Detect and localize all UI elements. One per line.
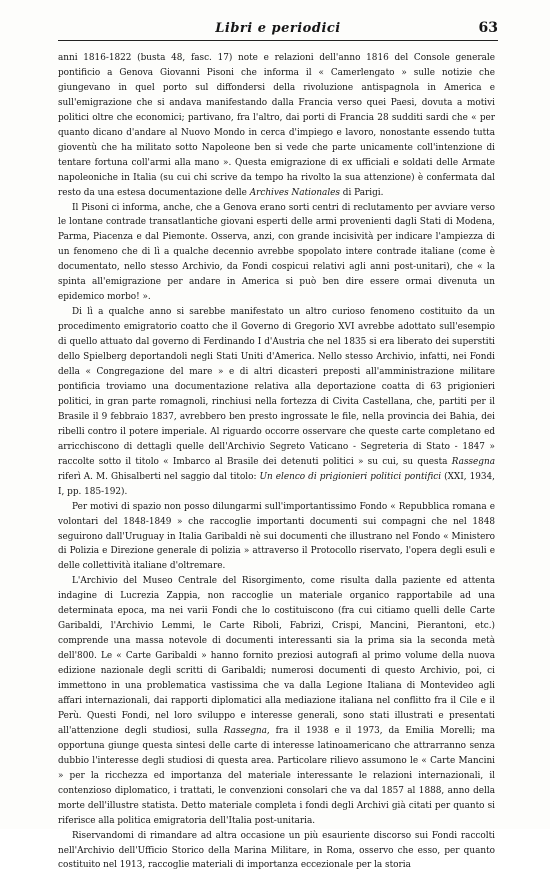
running-head [58,18,498,41]
text-run: (XXI, 1934, I, pp. 185-192). [58,471,495,497]
text-run: anni 1816-1822 (busta 48, fasc. 17) note e relazioni dell'anno 1816 del Console generale pontificio a Genova Giovanni Pisoni che informa il « Camerlengato » sulle notizie che giungevano in quel porto sul diffondersi della rivoluzione antispagnola in America e sull'emigrazione che si andava manifestando dalla Francia verso quei Paesi, dovuta a motivi politici oltre che economici; partivano, fra l'altro, dai porti di Francia 28 sudditi sardi che « per quanto dicano d'andare al Nuovo Mondo in cerca d'impiego e lavoro, nonostante essendo tutta gioventù che ha militato sotto Napoleone ben si vede che parte unicamente coll'intenzione di tentare fortuna coll'armi alla mano ». Questa emigrazione di ex ufficiali e soldati delle Armate napoleoniche in Italia (su cui chi scrive da tempo ha rivolto la sua attenzione) è confermata dal resto da una estesa documentazione delle [58,53,495,198]
body-paragraph [58,305,495,499]
text-run: Il Pisoni ci informa, anche, che a Genova erano sorti centri di reclutamento per avviare verso le lontane contrade transatlantiche giovani esperti delle armi provenienti dagli Stati di Modena, Parma, Piacenza e dal Piemonte. Osserva, anzi, con grande incisività per indicare l'ampiezza di un fenomeno che di lì a qualche decennio avrebbe spopolato intere contrade italiane (come è documentato, nello stesso Archivio, da Fondi cospicui relativi agli anni post-unitari), che « la spinta all'emigrazione per andare in America si può ben dire essere ormai divenuta un epidemico morbo! ». [58,202,495,303]
text-run: L'Archivio del Museo Centrale del Risorgimento, come risulta dalla paziente ed attenta indagine di Lucrezia Zappia, non raccoglie un materiale organico rapportabile ad una determinata epoca, ma nei varii Fondi che lo costituiscono (fra cui citiamo quelli delle Carte Garibaldi, l'Archivio Lemmi, le Carte Riboli, Fabrizi, Crispi, Mancini, Pierantoni, etc.) comprende una massa notevole di documenti interessanti sia la prima sia la seconda metà dell'800. Le « Carte Garibaldi » hanno fornito preziosi autografi al primo volume della nuova edizione nazionale degli scritti di Garibaldi; numerosi documenti di questo Archivio, poi, ci immettono in una problematica vastissima che va dalla Legione Italiana di Montevideo agli affari internazionali, dai rapporti diplomatici alla mediazione italiana nel conflitto fra il Cile e il Perù. Questi Fondi, nel loro sviluppo e interesse generali, sono stati illustrati e presentati all'attenzione degli studiosi, sulla [58,576,495,736]
text-run: , fra il 1938 e il 1973, da Emilia Morelli; ma opportuna giunge questa sintesi delle carte di interesse latinoamericano che attrarranno senza dubbio l'interesse degli studiosi di questa area. Particolare rilievo assumono le « Carte Mancini » per la ricchezza ed importanza del materiale interessante le relazioni internazionali, il contenzioso diplomatico, i trattati, le convenzioni consolari che va dal 1857 al 1888, anno della morte dell'illustre statista. Detto materiale completa i fondi degli Archivi già citati per quanto si riferisce alla politica emigratoria dell'Italia post-unitaria. [58,725,495,826]
text-run: riferì A. M. Ghisalberti nel saggio dal titolo: [58,471,260,482]
running-title: Libri e periodici [215,21,341,36]
text-run: Per motivi di spazio non posso dilungarmi sull'importantissimo Fondo « Repubblica romana e volontari del 1848-1849 » che raccoglie importanti documenti sui compagni che nel 1848 seguirono dall'Uruguay in Italia Garibaldi nè sui documenti che illustrano nel Fondo « Ministero di Polizia e Direzione generale di polizia » attraverso il Protocollo riservato, l'opera degli esuli e delle collettività italiane d'oltremare. [58,501,495,572]
text-run: di Parigi. [339,187,384,198]
body-text [58,51,495,873]
page-number: 63 [478,20,498,36]
body-paragraph [58,500,495,575]
italic-text: Un elenco di prigionieri politici pontifici [259,471,442,482]
body-paragraph [58,51,495,201]
italic-text: Archives Nationales [249,187,340,198]
italic-text: Rassegna [451,456,495,467]
italic-text: Rassegna [223,725,267,736]
text-run: Di lì a qualche anno si sarebbe manifestato un altro curioso fenomeno costituito da un procedimento emigratorio coatto che il Governo di Gregorio XVI avrebbe adottato sull'esempio di quello attuato dal governo di Ferdinando I d'Austria che nel 1835 si era liberato dei superstiti dello Spielberg deportandoli negli Stati Uniti d'America. Nello stesso Archivio, infatti, nei Fondi della « Congregazione del mare » e di altri dicasteri preposti all'amministrazione militare pontificia troviamo una documentazione relativa alla deportazione coatta di 63 prigionieri politici, in gran parte romagnoli, rinchiusi nella fortezza di Civita Castellana, che, partiti per il Brasile il 9 febbraio 1837, avrebbero ben presto ingrossate le file, nella provincia dei Bahia, dei ribelli contro il potere imperiale. Al riguardo occorre osservare che queste carte completano ed arricchiscono di dettagli quelle dell'Archivio Segreto Vaticano - Segreteria di Stato - 1847 » raccolte sotto il titolo « Imbarco al Brasile dei detenuti politici » su cui, su questa [58,307,495,467]
body-paragraph [58,829,495,873]
text-run: Riservandomi di rimandare ad altra occasione un più esauriente discorso sui Fondi raccolti nell'Archivio dell'Ufficio Storico della Marina Militare, in Roma, osservo che esso, per quanto costituito nel 1913, raccoglie materiali di importanza eccezionale per la storia [58,830,495,871]
body-paragraph [58,574,495,828]
body-paragraph [58,201,495,306]
